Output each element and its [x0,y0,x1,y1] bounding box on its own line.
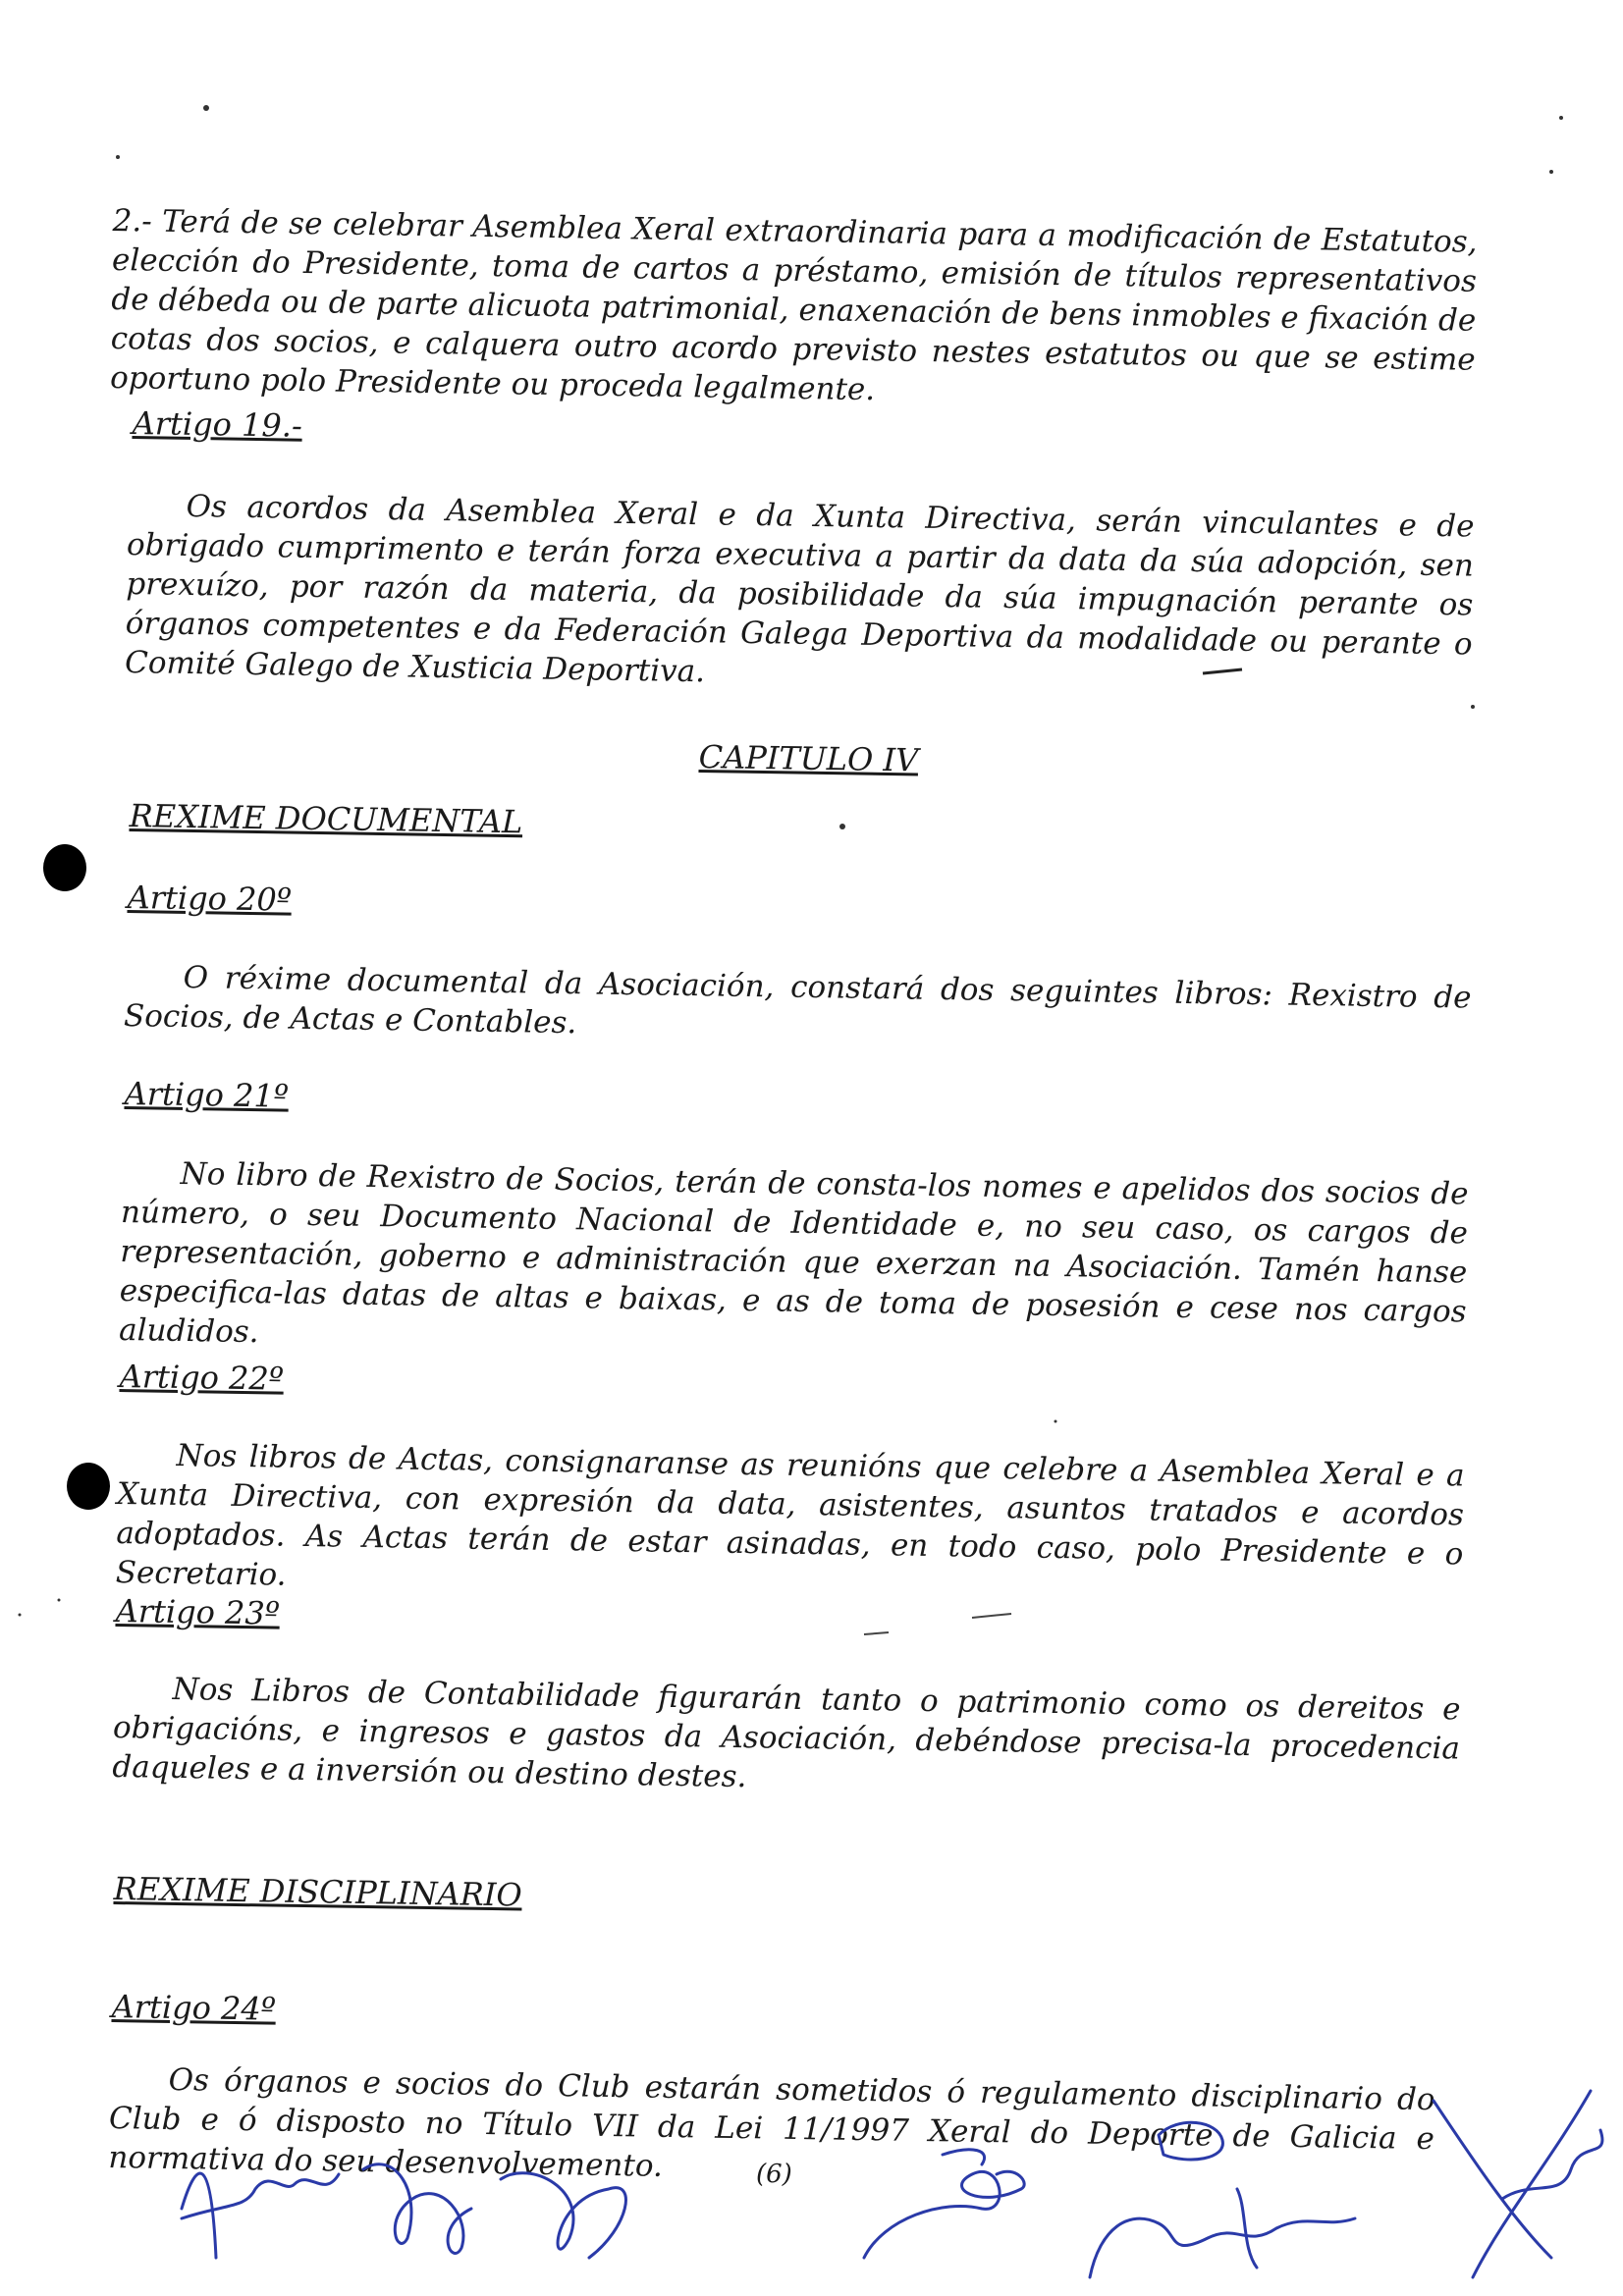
punch-hole [67,1463,110,1510]
article-20-heading: Artigo 20º [127,879,293,919]
article-18-paragraph-2 [109,201,1478,408]
section-heading-disciplinario: REXIME DISCIPLINARIO [113,1870,522,1914]
article-19-heading: Artigo 19.- [132,404,303,445]
article-19-paragraph [124,486,1475,690]
paragraph-text: Nos libros de Actas, consignaranse as reunións que celebre a Asemblea Xeral e a Xunta Directiva, con expresión da data, asistentes, asuntos tratados e acordos adoptados. As Actas terán de estar asinadas, en todo caso, polo Presidente e o Secretario. [115,1437,1465,1593]
article-22-paragraph [115,1435,1465,1593]
article-24-heading: Artigo 24º [111,1988,277,2028]
paragraph-text: O réxime documental da Asociación, constará dos seguintes libros: Rexistro de Socios, de Actas e Contables. [123,959,1472,1041]
paragraph-text: Nos Libros de Contabilidade figurarán tanto o patrimonio como os dereitos e obrigacións, e ingresos e gastos da Asociación, debéndose precisa-la procedencia daqueles e a inversión ou destino destes. [112,1671,1461,1795]
article-21-paragraph [118,1153,1469,1351]
punch-hole [43,844,86,891]
chapter-heading: CAPITULO IV [698,738,919,779]
article-20-paragraph [123,957,1472,1041]
article-22-heading: Artigo 22º [119,1358,285,1398]
article-23-paragraph [112,1669,1461,1795]
section-heading-documental: REXIME DOCUMENTAL [129,797,523,841]
paragraph-text: Os acordos da Asemblea Xeral e da Xunta Directiva, serán vinculantes e de obrigado cumprimento e terán forza executiva a partir da data da súa adopción, sen prexuízo, por razón da materia, da posibilidade da súa impugnación perante os órganos competentes e da Federación Galega Deportiva da modalidade ou perante o Comité Galego de Xusticia Deportiva. [124,488,1475,690]
article-21-heading: Artigo 21º [124,1075,290,1115]
page-number: (6) [756,2160,792,2189]
paragraph-text: Os órganos e socios do Club estarán sometidos ó regulamento disciplinario do Club e ó disposto no Título VII da Lei 11/1997 Xeral do Deporte de Galicia e normativa do seu desenvolvemento. [108,2061,1435,2184]
article-23-heading: Artigo 23º [115,1592,281,1632]
paragraph-text: 2.- Terá de se celebrar Asemblea Xeral extraordinaria para a modificación de Estatutos, elección do Presidente, toma de cartos a préstamo, emisión de títulos representativos de débeda ou de parte alicuota patrimonial, enaxenación de bens inmobles e fixación de cotas dos socios, e calquera outro acordo previsto nestes estatutos ou que se estime oportuno polo Presidente ou proceda legalmente. [109,202,1478,408]
paragraph-text: No libro de Rexistro de Socios, terán de consta-los nomes e apelidos dos socios de número, o seu Documento Nacional de Identidade e, no seu caso, os cargos de representación, goberno e administración que exerzan na Asociación. Tamén hanse especifica-las datas de altas e baixas, e as de toma de posesión e cese nos cargos aludidos. [118,1155,1469,1351]
